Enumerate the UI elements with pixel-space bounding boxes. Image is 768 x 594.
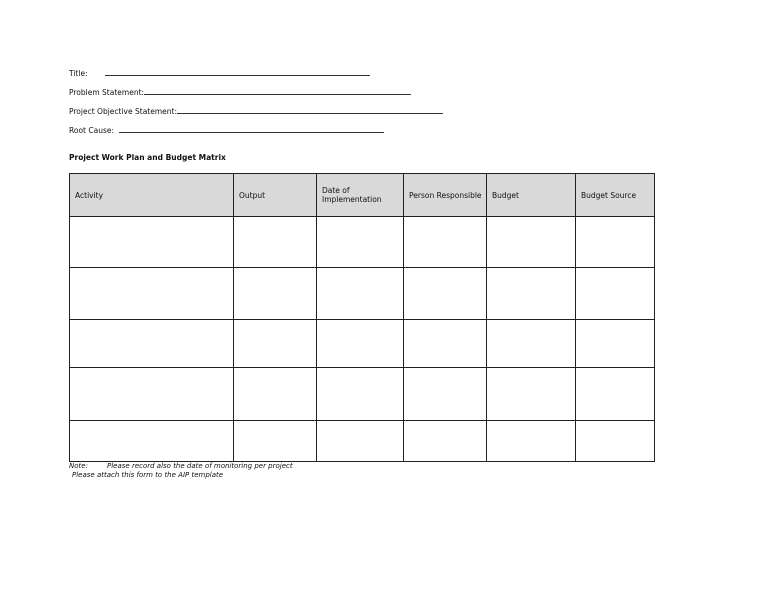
table-cell[interactable] xyxy=(234,217,317,268)
header-row xyxy=(70,174,655,217)
table-cell[interactable] xyxy=(487,368,576,421)
table-cell[interactable] xyxy=(404,368,487,421)
table-cell[interactable] xyxy=(576,217,655,268)
root-cause-field xyxy=(69,126,384,136)
title-field xyxy=(69,69,370,79)
table-cell[interactable] xyxy=(487,320,576,368)
note-text-1: Please record also the date of monitoring per project xyxy=(107,462,293,470)
table-cell[interactable] xyxy=(234,268,317,320)
table-cell[interactable] xyxy=(234,421,317,462)
table-cell[interactable] xyxy=(317,368,404,421)
table-cell[interactable] xyxy=(70,217,234,268)
note-line-1 xyxy=(69,462,293,471)
header-person-responsible: Person Responsible xyxy=(404,174,487,217)
note-label: Note: xyxy=(69,462,88,470)
project-objective-field xyxy=(69,107,443,117)
table-cell[interactable] xyxy=(404,217,487,268)
table-cell[interactable] xyxy=(404,421,487,462)
table-cell[interactable] xyxy=(317,421,404,462)
table-cell[interactable] xyxy=(487,268,576,320)
table-cell[interactable] xyxy=(487,217,576,268)
table-cell[interactable] xyxy=(404,320,487,368)
table-cell[interactable] xyxy=(70,320,234,368)
work-plan-budget-matrix xyxy=(69,173,655,462)
title-label: Title: xyxy=(69,69,88,78)
table-cell[interactable] xyxy=(317,217,404,268)
table-cell[interactable] xyxy=(317,268,404,320)
table-cell[interactable] xyxy=(487,421,576,462)
header-activity: Activity xyxy=(70,174,234,217)
table-cell[interactable] xyxy=(404,268,487,320)
problem-statement-label: Problem Statement: xyxy=(69,88,145,97)
notes xyxy=(69,462,293,480)
table-cell[interactable] xyxy=(234,368,317,421)
section-title: Project Work Plan and Budget Matrix xyxy=(69,153,226,162)
header-budget: Budget xyxy=(487,174,576,217)
table-cell[interactable] xyxy=(234,320,317,368)
table-cell[interactable] xyxy=(576,268,655,320)
table-cell[interactable] xyxy=(317,320,404,368)
header-date-of-implementation: Date of Implementation xyxy=(317,174,404,217)
table-cell[interactable] xyxy=(576,368,655,421)
table-row xyxy=(70,268,655,320)
table-cell[interactable] xyxy=(70,368,234,421)
table-cell[interactable] xyxy=(576,421,655,462)
table-row xyxy=(70,368,655,421)
header-budget-source: Budget Source xyxy=(576,174,655,217)
header-output: Output xyxy=(234,174,317,217)
table-cell[interactable] xyxy=(70,421,234,462)
title-input-line[interactable] xyxy=(105,69,370,76)
problem-statement-input-line[interactable] xyxy=(144,88,411,95)
table-row xyxy=(70,217,655,268)
project-objective-input-line[interactable] xyxy=(177,107,443,114)
problem-statement-field xyxy=(69,88,411,98)
table-row xyxy=(70,320,655,368)
table-cell[interactable] xyxy=(576,320,655,368)
note-text-2: Please attach this form to the AIP template xyxy=(72,471,224,479)
root-cause-label: Root Cause: xyxy=(69,126,115,135)
table-row xyxy=(70,421,655,462)
project-objective-label: Project Objective Statement: xyxy=(69,107,177,116)
table-cell[interactable] xyxy=(70,268,234,320)
root-cause-input-line[interactable] xyxy=(119,126,384,133)
